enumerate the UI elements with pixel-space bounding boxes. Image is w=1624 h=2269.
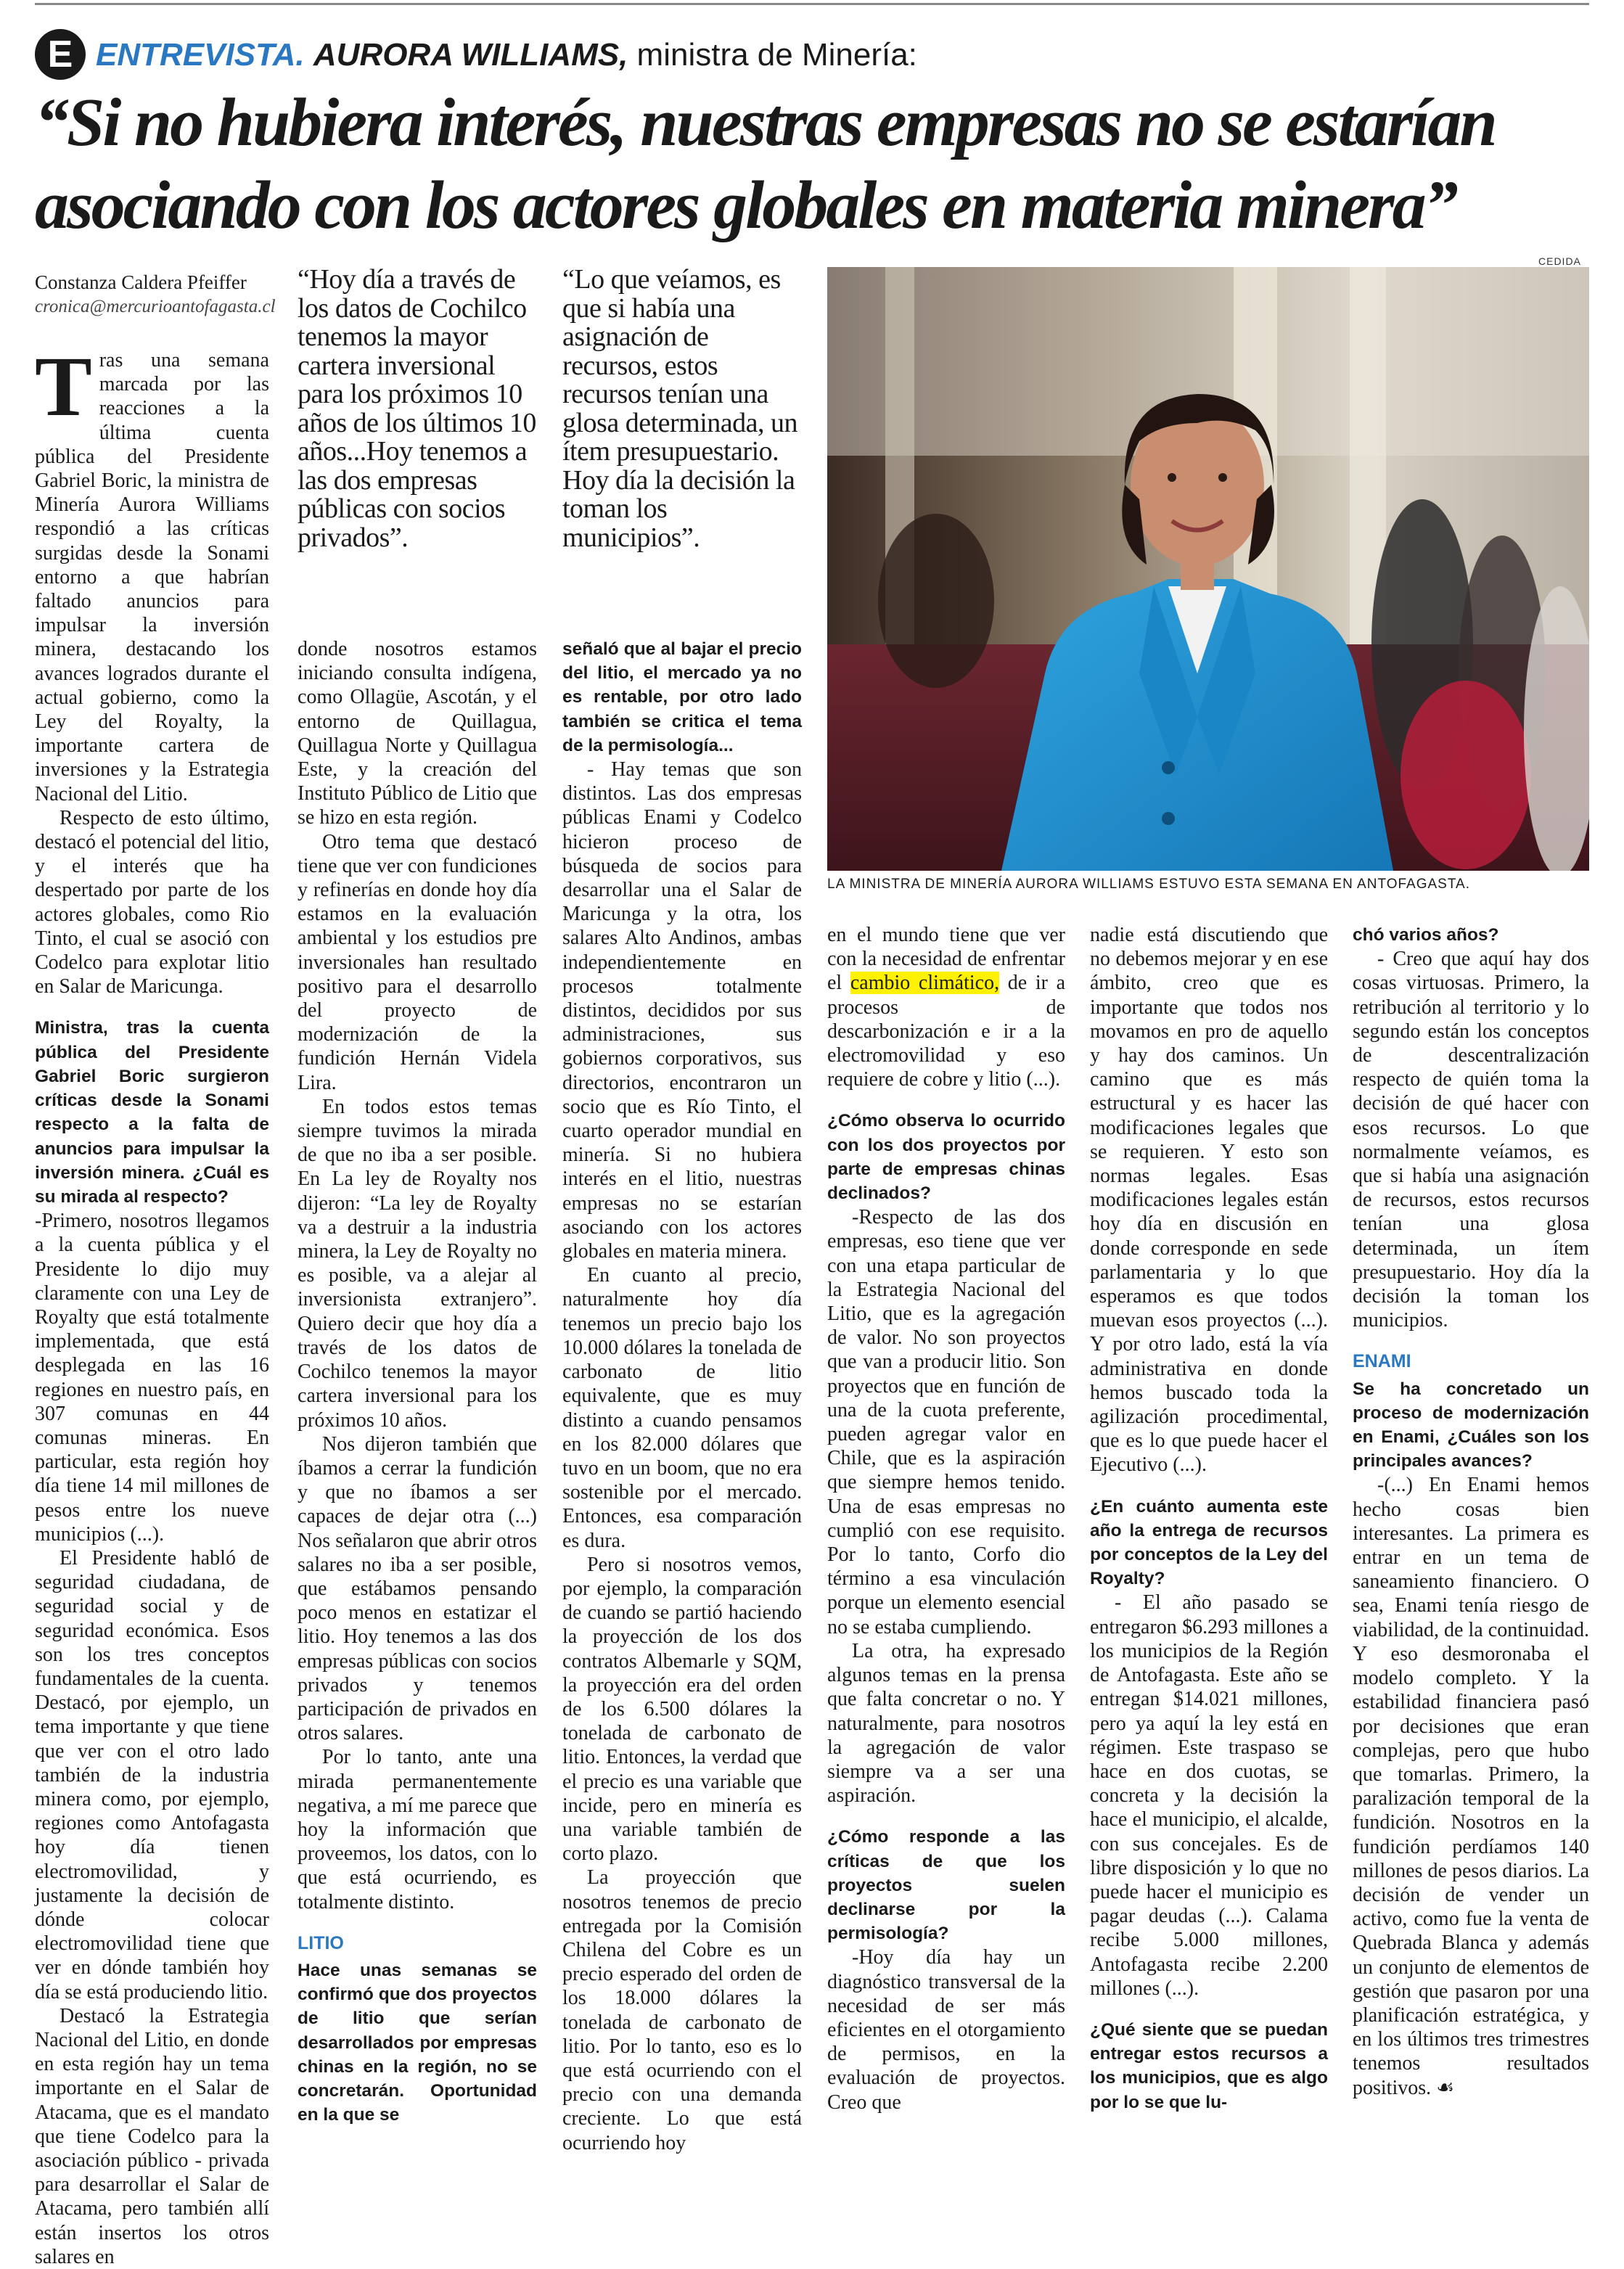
end-mark: ☙ (1431, 2076, 1455, 2099)
paragraph: Por lo tanto, ante una mirada permanentemente negativa, a mí me parece que hoy la información que proveemos, los datos, con lo que está ocurriendo, es totalmente distinto. (298, 1746, 537, 1913)
author-email: cronica@mercurioantofagasta.cl (35, 297, 276, 316)
paragraph: en el mundo tiene que ver con la necesidad de enfrentar el cambio climático, de ir a procesos de descarbonización e ir a la electromovilidad y eso requiere de cobre y litio (...). (827, 924, 1065, 1091)
author-name: Constanza Caldera Pfeiffer (35, 271, 247, 293)
kicker (96, 35, 917, 75)
column-2 (298, 637, 537, 2127)
lead-paragraph: Tras una semana marcada por las reacciones a la última cuenta pública del Presidente Gabriel Boric, la ministra de Minería Aurora Williams respondió a las críticas surgidas desde la Sonami entorno a que habrían faltado anuncios para impulsar la inversión minera, destacando los avances logrados durante el actual gobierno, como la Ley del Royalty, la importante cartera de inversiones y la Estrategia Nacional del Litio. (35, 339, 269, 805)
question: ¿Cómo responde a las críticas de que los proyectos suelen declinarse por la permisología? (827, 1827, 1065, 1944)
paragraph: Destacó la Estrategia Nacional del Litio, en donde en esta región hay un tema importante en el Salar de Atacama, que es el mandato que tiene Codelco para la asociación público - privada para desarrollar el Salar de Atacama, pero también allí están insertos los otros salares en (35, 2004, 269, 2268)
paragraph: - Creo que aquí hay dos cosas virtuosas. Primero, la retribución al territorio y lo segundo están los conceptos de descentralización respecto de quién toma la decisión de qué hacer con esos recursos. Lo que normalmente veíamos, es que si había una asignación de recursos, estos recursos tenían una glosa determinada, un ítem presupuestario. Hoy día la decisión la toman los municipios. (1353, 948, 1589, 1332)
question: Ministra, tras la cuenta pública del Presidente Gabriel Boric surgieron críticas desde la Sonami respecto a la falta de anuncios para impulsar la inversión minera. ¿Cuál es su mirada al respecto? (35, 1018, 269, 1207)
column-3 (562, 637, 802, 2155)
headline: “Si no hubiera interés, nuestras empresas no se estarían asociando con los actores globales en materia minera” (35, 85, 1496, 243)
question: ¿Qué siente que se puedan entregar estos recursos a los municipios, que es algo por lo se que lu- (1090, 2019, 1328, 2112)
paragraph: -Respecto de las dos empresas, eso tiene que ver con una etapa particular de la Estrategia Nacional del Litio, que es la agregación de valor. No son proyectos que van a producir litio. Son proyectos que en función de una de la cuota preferente, pueden agregar valor en Chile, que es la aspiración que siempre hemos tenido. Una de esas empresas no cumplió con ese requisito. Por lo tanto, Corfo dio término a esa vinculación porque un elemento esencial no se estaba cumpliendo. (827, 1206, 1065, 1638)
section-heading-enami: ENAMI (1353, 1351, 1411, 1372)
paragraph: -(...) En Enami hemos hecho cosas bien interesantes. La primera es entrar en un tema de saneamiento financiero. O sea, Enami tenía riesgo de viabilidad, de la continuidad. Y eso desmoronaba el modelo completo. Y la estabilidad financiera pasó por decisiones que eran complejas, pero que hubo que tomarlas. Primero, la paralización temporal de la fundición. Nosotros en la fundición perdíamos 140 millones de pesos diarios. La decisión de vender un activo, como fue la venta de Quebrada Blanca y además un conjunto de elementos de gestión que pasaron por una planificación estratégica, y en los últimos tres trimestres tenemos resultados positivos. ☙ (1353, 1474, 1589, 2099)
paragraph: - Hay temas que son distintos. Las dos empresas públicas Enami y Codelco hicieron proceso de búsqueda de socios para desarrollar una el Salar de Maricunga y la otra, los salares Alto Andinos, ambas independientemente en procesos totalmente distintos, decididos por sus administraciones, sus gobiernos corporativos, sus directorios, encontraron un socio que es Río Tinto, el cuarto operador mundial en minería. Si no hubiera interés en el litio, nuestras empresas no se estarían asociando con los actores globales en materia minera. (562, 758, 802, 1263)
question: chó varios años? (1353, 925, 1499, 945)
pull-quote-2: “Lo que veíamos, es que si había una asignación de recursos, estos recursos tenían una glosa determinada, un ítem presupuestario. Hoy día la decisión la toman los municipios”. (562, 264, 798, 553)
question: ¿Cómo observa lo ocurrido con los dos proyectos por parte de empresas chinas declinados? (827, 1111, 1065, 1204)
photo-credit: CEDIDA (1538, 255, 1581, 267)
photo-illustration (827, 267, 1589, 871)
column-6 (1353, 923, 1589, 2100)
question: señaló que al bajar el precio del litio, el mercado ya no es rentable, por otro lado también se critica el tema de la permisología... (562, 639, 802, 755)
paragraph: - El año pasado se entregaron $6.293 millones a los municipios de la Región de Antofagasta. Este año se entregan $14.021 millones, pero ya aquí la ley está en régimen. Este traspaso se hace en dos cuotas, se concreta y la decisión la hace el municipio, el alcalde, con sus concejales. Es de libre disposición y lo que no puede hacer el municipio es pagar deudas (...). Calama recibe 5.000 millones, Antofagasta recibe 2.200 millones (...). (1090, 1591, 1328, 2000)
photo-caption: LA MINISTRA DE MINERÍA AURORA WILLIAMS ESTUVO ESTA SEMANA EN ANTOFAGASTA. (827, 877, 1470, 892)
section-heading-litio: LITIO (298, 1932, 344, 1953)
column-4 (827, 923, 1065, 2114)
byline (35, 270, 274, 319)
question: Hace unas semanas se confirmó que dos proyectos de litio que serían desarrollados por empresas chinas en la región, no se concretarán. Oportunidad en la que se (298, 1960, 537, 2125)
paragraph: Otro tema que destacó tiene que ver con fundiciones y refinerías en donde hoy día estamos en la evaluación ambiental y los estudios pre inversionales han resultado positivo para el desarrollo del proyecto de modernización de la fundición Hernán Videla Lira. (298, 830, 537, 1094)
drop-cap: T (35, 339, 92, 434)
paragraph: -Hoy día hay un diagnóstico transversal de la necesidad de ser más eficientes en el otorgamiento de permisos, en la evaluación de proyectos. Creo que (827, 1946, 1065, 2114)
paragraph: El Presidente habló de seguridad ciudadana, de seguridad social y de seguridad económica. Esos son los tres conceptos fundamentales de la cuenta. Destacó, por ejemplo, un tema importante y que tiene que ver con el otro lado también de la industria minera como, por ejemplo, regiones como Antofagasta hoy día tienen electromovilidad, y justamente la decisión de dónde colocar electromovilidad tiene que ver en dónde también hoy día se está produciendo litio. (35, 1546, 269, 2003)
paragraph: donde nosotros estamos iniciando consulta indígena, como Ollagüe, Ascotán, y el entorno de Quillagua, Quillagua Norte y Quillagua Este, y la creación del Instituto Público de Litio que se hizo en esta región. (298, 638, 537, 829)
minister-photo (827, 267, 1589, 871)
paragraph: Respecto de esto último, destacó el potencial del litio, y el interés que ha despertado por parte de los actores globales, como Rio Tinto, el cual se asoció con Codelco para explotar litio en Salar de Maricunga. (35, 806, 269, 998)
highlighted-text: cambio climático, (850, 972, 1000, 995)
paragraph: En todos estos temas siempre tuvimos la mirada de que no iba a ser posible. En La ley de Royalty nos dijeron: “La ley de Royalty va a destruir a la industria minera, la Ley de Royalty no es posible, va a alejar al inversionista extranjero”. Quiero decir que hoy día a través de los datos de Cochilco tenemos la mayor cartera inversional para los próximos 10 años. (298, 1095, 537, 1432)
question: ¿En cuánto aumenta este año la entrega de recursos por conceptos de la Ley del Royalty? (1090, 1496, 1328, 1589)
paragraph: -Primero, nosotros llegamos a la cuenta pública y el Presidente lo dijo muy claramente con una Ley de Royalty que está totalmente implementada, que está desplegada en las 16 regiones en nuestro país, en 307 comunas en 44 comunas mineras. En particular, esta región hoy día tiene 14 mil millones de pesos entre los nueve municipios (...). (35, 1210, 269, 1546)
paragraph: Nos dijeron también que íbamos a cerrar la fundición y que no íbamos a ser capaces de dejar otra (...) Nos señalaron que abrir otros salares no iba a ser posible, que estábamos pensando poco menos en estatizar el litio. Hoy tenemos a las dos empresas públicas con socios privados y tenemos participación de privados en otros salares. (298, 1432, 537, 1745)
paragraph: La otra, ha expresado algunos temas en la prensa que falta concretar o no. Y naturalmente, para nosotros la agregación de valor siempre va a ser una aspiración. (827, 1639, 1065, 1808)
paragraph: Pero si nosotros vemos, por ejemplo, la comparación de cuando se partió haciendo la proyección de los dos contratos Albemarle y SQM, la proyección era del orden de los 6.500 dólares la tonelada de carbonato de litio. Entonces, la verdad que el precio es una variable que incide, pero en minería es una variable también de corto plazo. (562, 1553, 802, 1866)
interviewee-name: AURORA WILLIAMS, (313, 37, 628, 73)
question: Se ha concretado un proceso de modernización en Enami, ¿Cuáles son los principales avances? (1353, 1379, 1589, 1472)
section-label: ENTREVISTA. (96, 37, 305, 73)
section-badge: E (35, 29, 86, 80)
paragraph: La proyección que nosotros tenemos de precio entregada por la Comisión Chilena del Cobre es un precio esperado del orden de los 18.000 dólares la tonelada de carbonato de litio. Por lo tanto, eso es lo que está ocurriendo con el precio con una demanda creciente. Lo que está ocurriendo hoy (562, 1866, 802, 2154)
column-5 (1090, 923, 1328, 2114)
top-rule (35, 3, 1589, 5)
paragraph: En cuanto al precio, naturalmente hoy día tenemos un precio bajo los 10.000 dólares la tonelada de carbonato de litio equivalente, que es muy distinto a cuando pensamos en los 82.000 dólares que tuvo en un boom, que no era sostenible por el mercado. Entonces, esa comparación es dura. (562, 1264, 802, 1552)
paragraph: nadie está discutiendo que no debemos mejorar y en ese ámbito, creo que es importante que todos nos movamos en pro de aquello y hay dos caminos. Un camino que es más estructural y es hacer las modificaciones legales que se requieren. Y esto son normas legales. Esas modificaciones legales están hoy día en discusión en donde corresponde en sede parlamentaria y lo que esperamos es que todos muevan esos proyectos (...). Y por otro lado, está la vía administrativa en donde hemos buscado toda la agilización procedimental, que es lo que puede hacer el Ejecutivo (...). (1090, 924, 1328, 1477)
interviewee-role: ministra de Minería: (628, 37, 917, 73)
column-1 (35, 339, 269, 2269)
pull-quote-1: “Hoy día a través de los datos de Cochilco tenemos la mayor cartera inversional para los próximos 10 años de los últimos 10 años...Hoy tenemos a las dos empresas públicas con socios privados”. (298, 264, 536, 553)
